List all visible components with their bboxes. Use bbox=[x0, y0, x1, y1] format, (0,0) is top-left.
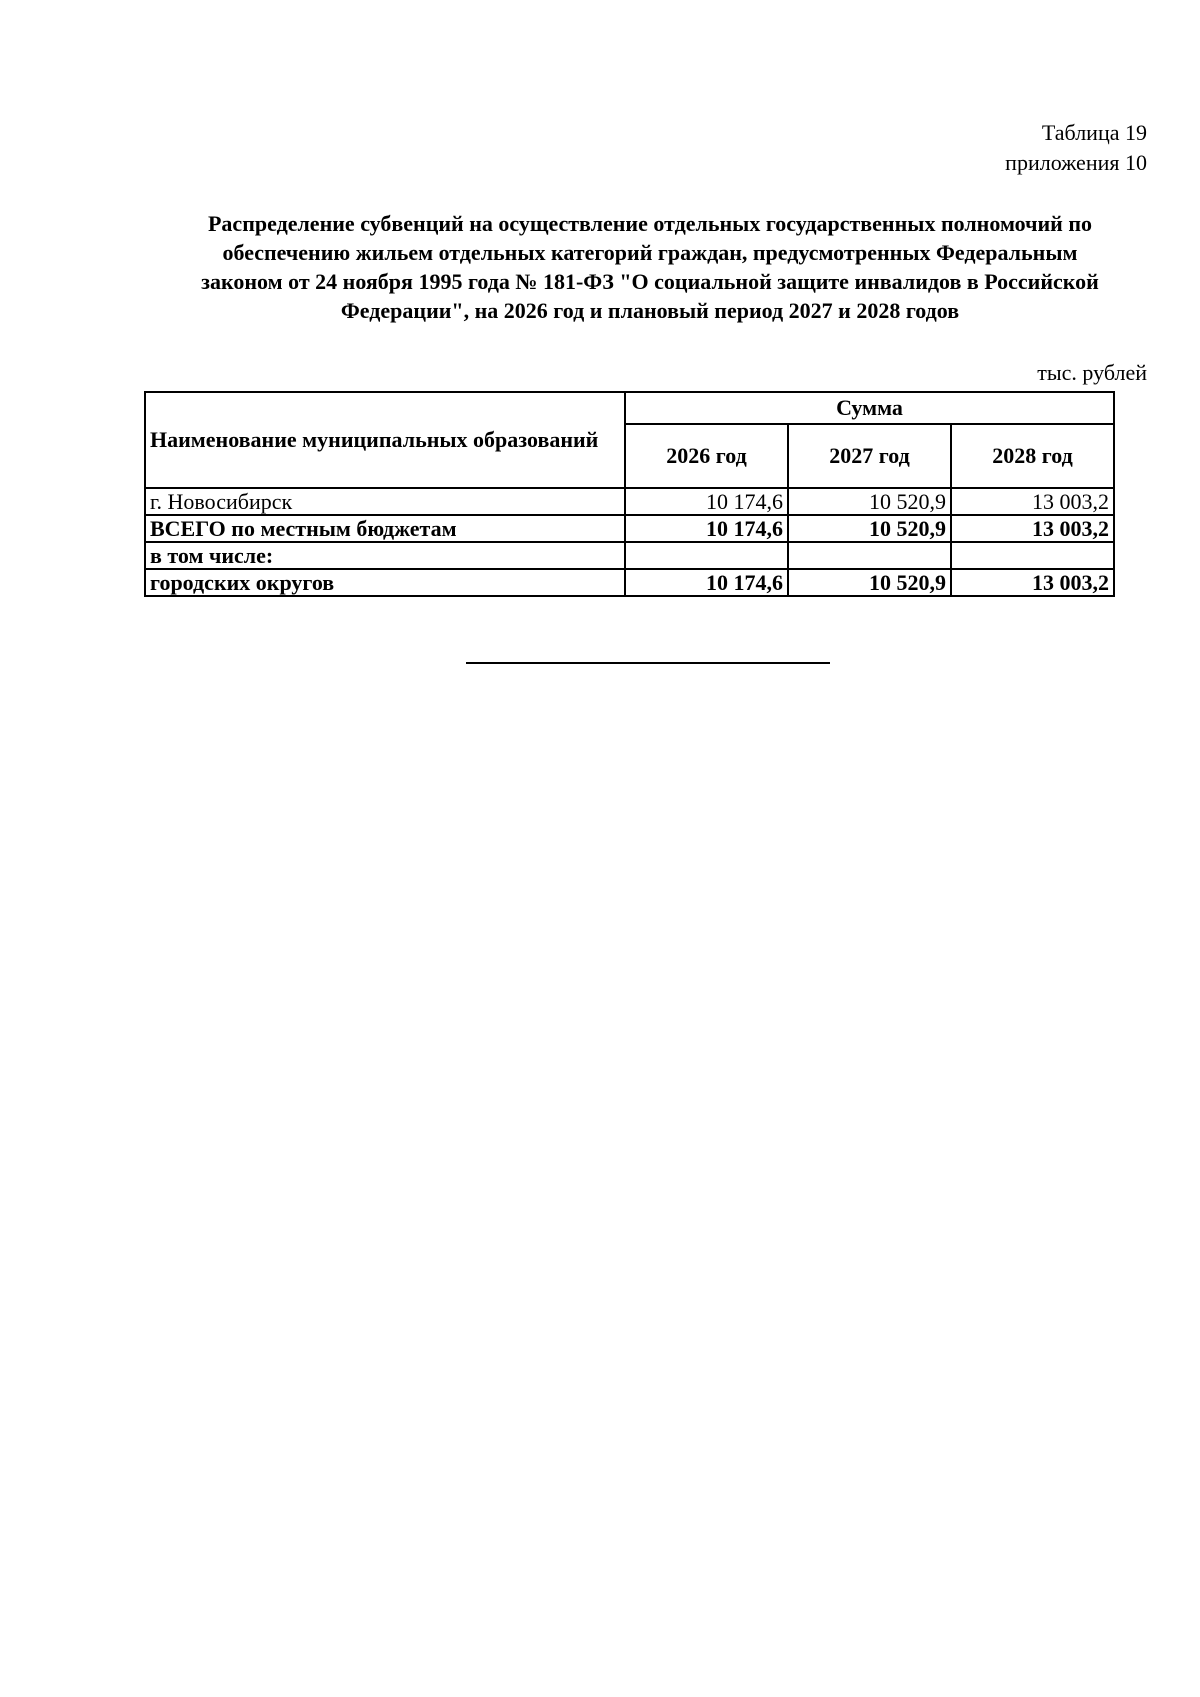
row-name: в том числе: bbox=[145, 542, 625, 569]
title-line: законом от 24 ноября 1995 года № 181-ФЗ "О социальной защите инвалидов в Российской bbox=[201, 269, 1099, 294]
table-number: Таблица 19 bbox=[1041, 120, 1147, 145]
value-2026 bbox=[625, 542, 788, 569]
value-2028: 13 003,2 bbox=[951, 515, 1114, 542]
document-title bbox=[150, 209, 1150, 325]
table-row bbox=[145, 515, 1114, 542]
value-2027: 10 520,9 bbox=[788, 515, 951, 542]
row-name: г. Новосибирск bbox=[145, 488, 625, 515]
title-line: Распределение субвенций на осуществление отдельных государственных полномочий по bbox=[207, 211, 1093, 236]
value-2028: 13 003,2 bbox=[951, 569, 1114, 596]
header-year-2028: 2028 год bbox=[951, 424, 1114, 488]
value-2028: 13 003,2 bbox=[951, 488, 1114, 515]
header-year-2027: 2027 год bbox=[788, 424, 951, 488]
row-name: городских округов bbox=[145, 569, 625, 596]
units-label: тыс. рублей bbox=[1037, 360, 1147, 385]
title-line: обеспечению жильем отдельных категорий граждан, предусмотренных Федеральным bbox=[222, 240, 1078, 265]
header-year-2026: 2026 год bbox=[625, 424, 788, 488]
value-2026: 10 174,6 bbox=[625, 569, 788, 596]
value-2028 bbox=[951, 542, 1114, 569]
value-2027 bbox=[788, 542, 951, 569]
header-sum: Сумма bbox=[625, 392, 1114, 424]
row-name: ВСЕГО по местным бюджетам bbox=[145, 515, 625, 542]
value-2026: 10 174,6 bbox=[625, 488, 788, 515]
value-2026: 10 174,6 bbox=[625, 515, 788, 542]
table-row bbox=[145, 569, 1114, 596]
value-2027: 10 520,9 bbox=[788, 569, 951, 596]
value-2027: 10 520,9 bbox=[788, 488, 951, 515]
title-line: Федерации", на 2026 год и плановый период 2027 и 2028 годов bbox=[340, 298, 960, 323]
subvention-table bbox=[144, 391, 1115, 597]
header-municipality: Наименование муниципальных образований bbox=[145, 392, 625, 488]
table-row bbox=[145, 542, 1114, 569]
end-divider bbox=[466, 662, 830, 664]
table-row bbox=[145, 488, 1114, 515]
appendix-number: приложения 10 bbox=[1005, 150, 1147, 175]
